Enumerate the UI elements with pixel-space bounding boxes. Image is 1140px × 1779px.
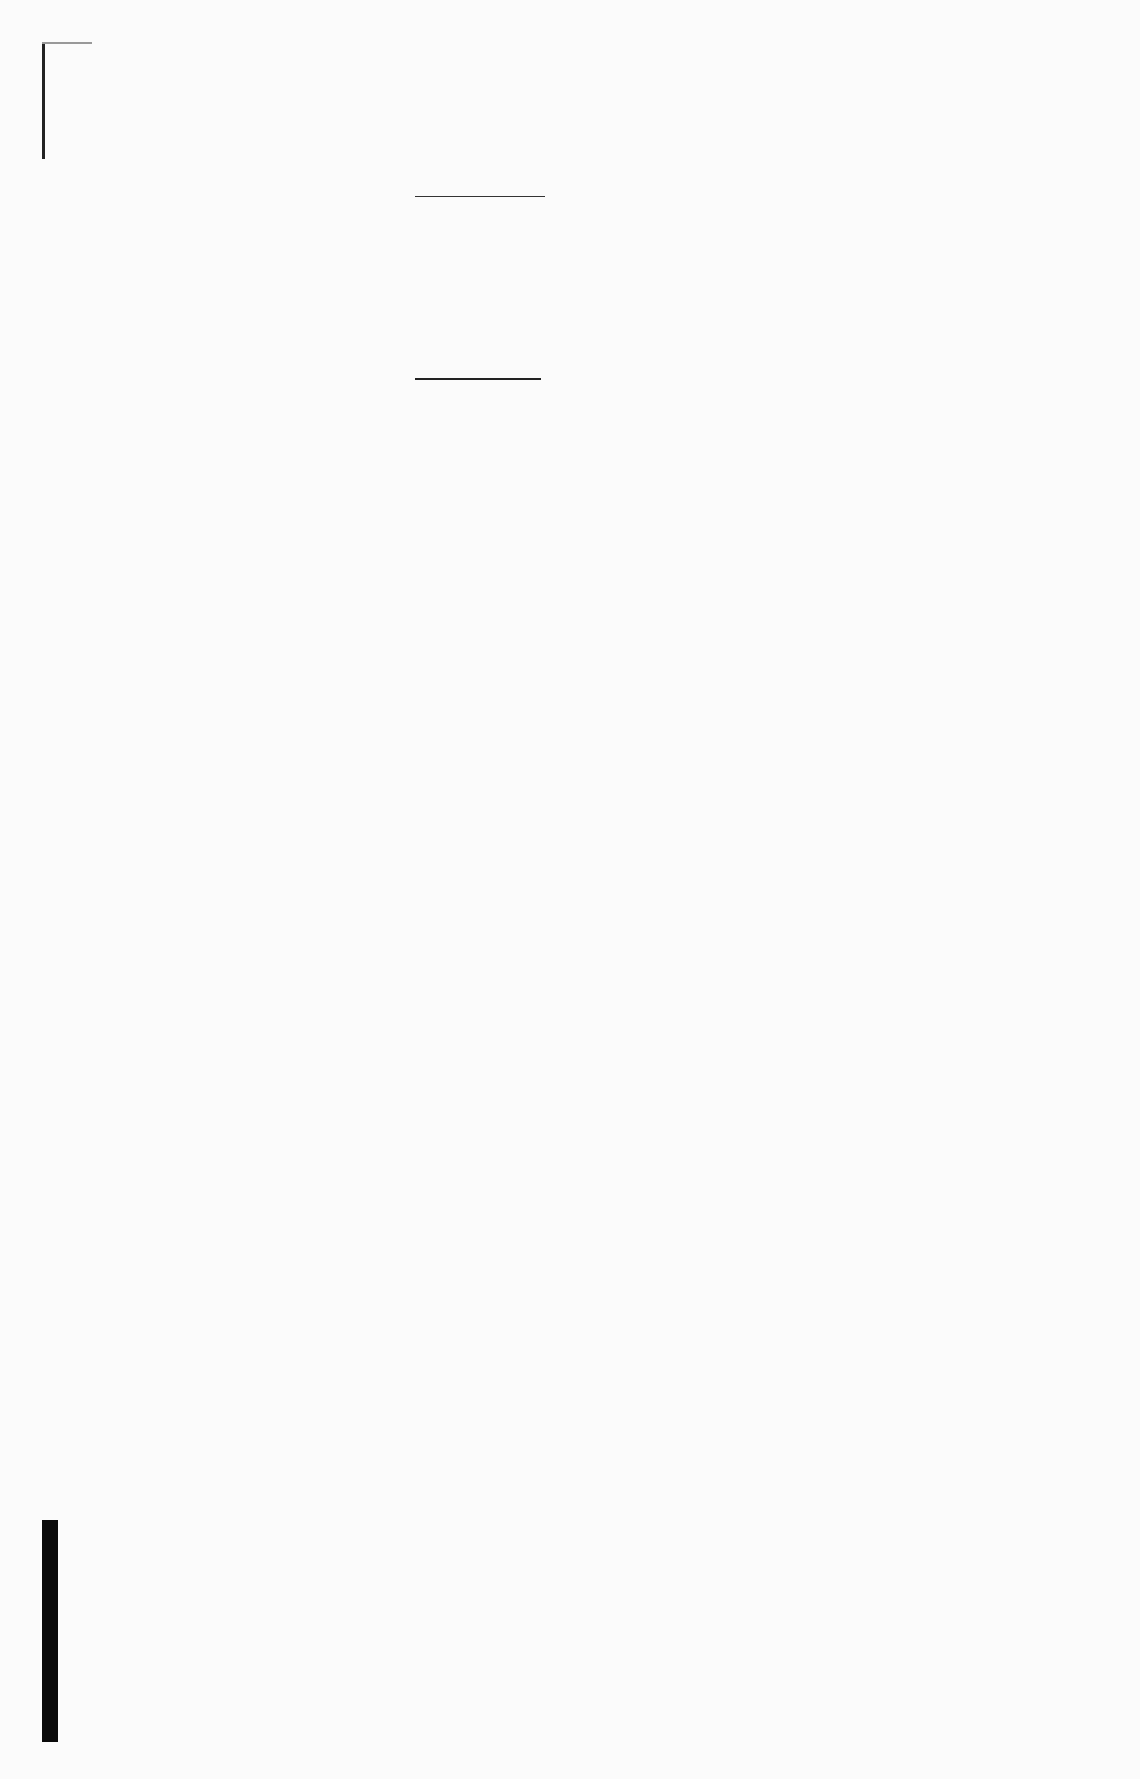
scan-edge-left [42,44,45,159]
scan-edge-top [42,42,92,44]
scan-edge-bottom [42,1520,58,1742]
page-number-rule [415,196,545,197]
section-divider [415,378,541,380]
